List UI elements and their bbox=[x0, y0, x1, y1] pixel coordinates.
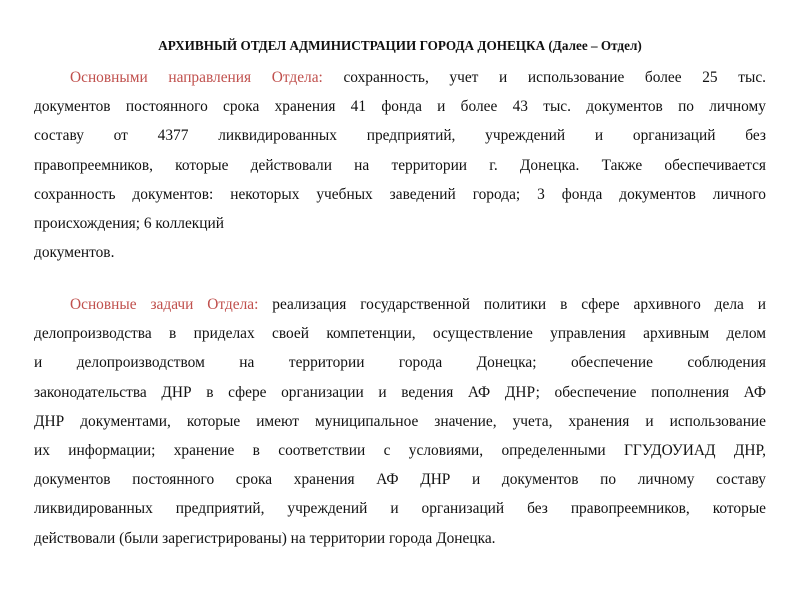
paragraph-text: реализация государственной политики в сфере архивного дела и bbox=[258, 296, 766, 313]
paragraph-line bbox=[34, 290, 766, 319]
main-tasks-lead: Основные задачи Отдела: bbox=[70, 296, 259, 313]
main-directions-lead: Основными направления Отдела: bbox=[70, 69, 323, 86]
paragraph-line: ДНР документами, которые имеют муниципальное значение, учета, хранения и использование bbox=[34, 412, 766, 430]
document-title: АРХИВНЫЙ ОТДЕЛ АДМИНИСТРАЦИИ ГОРОДА ДОНЕЦКА (Далее – Отдел) bbox=[158, 38, 642, 53]
paragraph-line: сохранность документов: некоторых учебных заведений города; 3 фонда документов личного bbox=[34, 185, 766, 203]
paragraph-line: документов постоянного срока хранения АФ ДНР и документов по личному составу bbox=[34, 471, 766, 489]
paragraph-line: составу от 4377 ликвидированных предприятий, учреждений и организаций без bbox=[34, 127, 766, 145]
paragraph-line: и делопроизводством на территории города Донецка; обеспечение соблюдения bbox=[34, 354, 766, 372]
paragraph-line: документов. bbox=[34, 244, 115, 262]
paragraph-line: их информации; хранение в соответствии с условиями, определенными ГГУДОУИАД ДНР, bbox=[34, 442, 766, 460]
paragraph-line: правопреемников, которые действовали на территории г. Донецка. Также обеспечивается bbox=[34, 156, 766, 174]
paragraph-line bbox=[34, 63, 766, 92]
paragraph-main-tasks bbox=[34, 290, 766, 553]
paragraph-line: законодательства ДНР в сфере организации и ведения АФ ДНР; обеспечение пополнения АФ bbox=[34, 383, 766, 401]
paragraph-line: происхождения; 6 коллекций bbox=[34, 215, 224, 233]
paragraph-line: ликвидированных предприятий, учреждений и организаций без правопреемников, которые bbox=[34, 500, 766, 518]
paragraph-text: сохранность, учет и использование более 25 тыс. bbox=[322, 69, 767, 86]
paragraph-main-directions bbox=[34, 63, 766, 267]
document-page bbox=[34, 0, 766, 600]
paragraph-line: документов постоянного срока хранения 41 фонда и более 43 тыс. документов по личному bbox=[34, 98, 766, 116]
paragraph-line: делопроизводства в приделах своей компетенции, осуществление управления архивным делом bbox=[34, 325, 766, 343]
paragraph-line: действовали (были зарегистрированы) на территории города Донецка. bbox=[34, 529, 496, 547]
